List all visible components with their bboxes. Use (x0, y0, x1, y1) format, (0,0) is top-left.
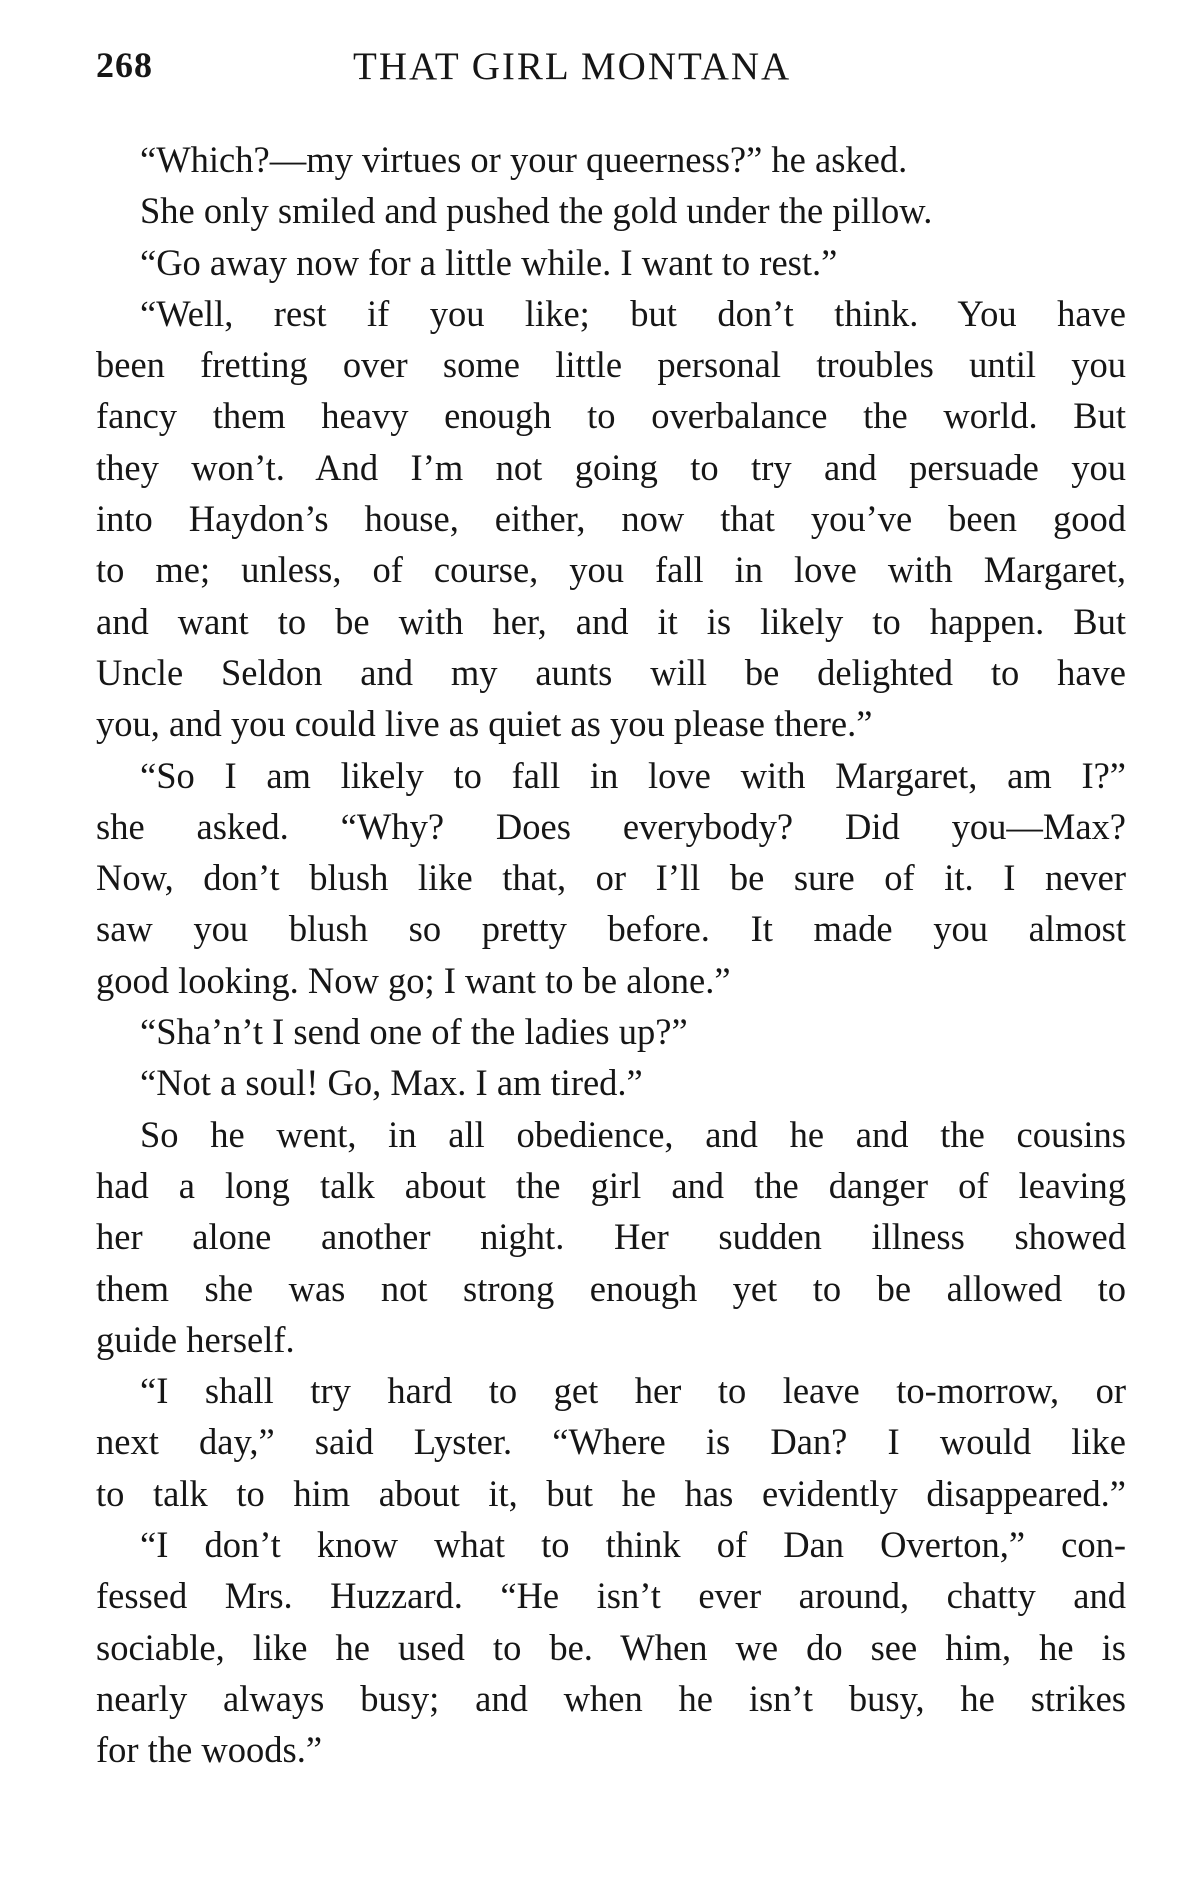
text-line: “I shall try hard to get her to leave to-morrow, or (140, 1370, 1126, 1412)
text-line: next day,” said Lyster. “Where is Dan? I would like (96, 1421, 1126, 1463)
text-line: had a long talk about the girl and the danger of leaving (96, 1164, 1126, 1206)
text-line: So he went, in all obedience, and he and the cousins (140, 1113, 1126, 1155)
text-line: to talk to him about it, but he has evidently disappeared.” (96, 1472, 1126, 1514)
page-number: 268 (96, 45, 153, 85)
text-line: you, and you could live as quiet as you please there.” (96, 703, 873, 745)
text-line: Now, don’t blush like that, or I’ll be sure of it. I never (96, 857, 1126, 899)
text-line: guide herself. (96, 1318, 295, 1360)
text-line: She only smiled and pushed the gold under the pillow. (140, 190, 933, 232)
text-line: “Well, rest if you like; but don’t think. You have (140, 292, 1126, 334)
text-line: nearly always busy; and when he isn’t busy, he strikes (96, 1677, 1126, 1719)
text-line: good looking. Now go; I want to be alone.” (96, 959, 731, 1001)
text-line: she asked. “Why? Does everybody? Did you—Max? (96, 805, 1126, 847)
text-line: them she was not strong enough yet to be allowed to (96, 1267, 1126, 1309)
text-line: sociable, like he used to be. When we do see him, he is (96, 1626, 1126, 1668)
running-title: THAT GIRL MONTANA (353, 45, 792, 88)
text-line: “So I am likely to fall in love with Margaret, am I?” (140, 754, 1126, 796)
text-line: “I don’t know what to think of Dan Overton,” con- (140, 1524, 1126, 1566)
text-line: “Sha’n’t I send one of the ladies up?” (140, 1011, 688, 1053)
text-line: Uncle Seldon and my aunts will be delighted to have (96, 651, 1126, 693)
text-line: saw you blush so pretty before. It made you almost (96, 908, 1126, 950)
text-line: fessed Mrs. Huzzard. “He isn’t ever around, chatty and (96, 1575, 1126, 1617)
text-line: fancy them heavy enough to overbalance the world. But (96, 395, 1126, 437)
text-line: “Not a soul! Go, Max. I am tired.” (140, 1062, 643, 1104)
text-line: and want to be with her, and it is likely to happen. But (96, 600, 1126, 642)
text-line: into Haydon’s house, either, now that you’ve been good (96, 498, 1126, 540)
text-line: for the woods.” (96, 1729, 323, 1771)
body-text (96, 134, 1126, 1776)
text-line: been fretting over some little personal troubles until you (96, 344, 1126, 386)
text-line: to me; unless, of course, you fall in love with Margaret, (96, 549, 1126, 591)
text-line: “Go away now for a little while. I want to rest.” (140, 241, 838, 283)
text-line: “Which?—my virtues or your queerness?” he asked. (140, 139, 908, 180)
page-header (96, 44, 1126, 94)
text-line: her alone another night. Her sudden illness showed (96, 1216, 1126, 1258)
text-line: they won’t. And I’m not going to try and persuade you (96, 446, 1126, 488)
